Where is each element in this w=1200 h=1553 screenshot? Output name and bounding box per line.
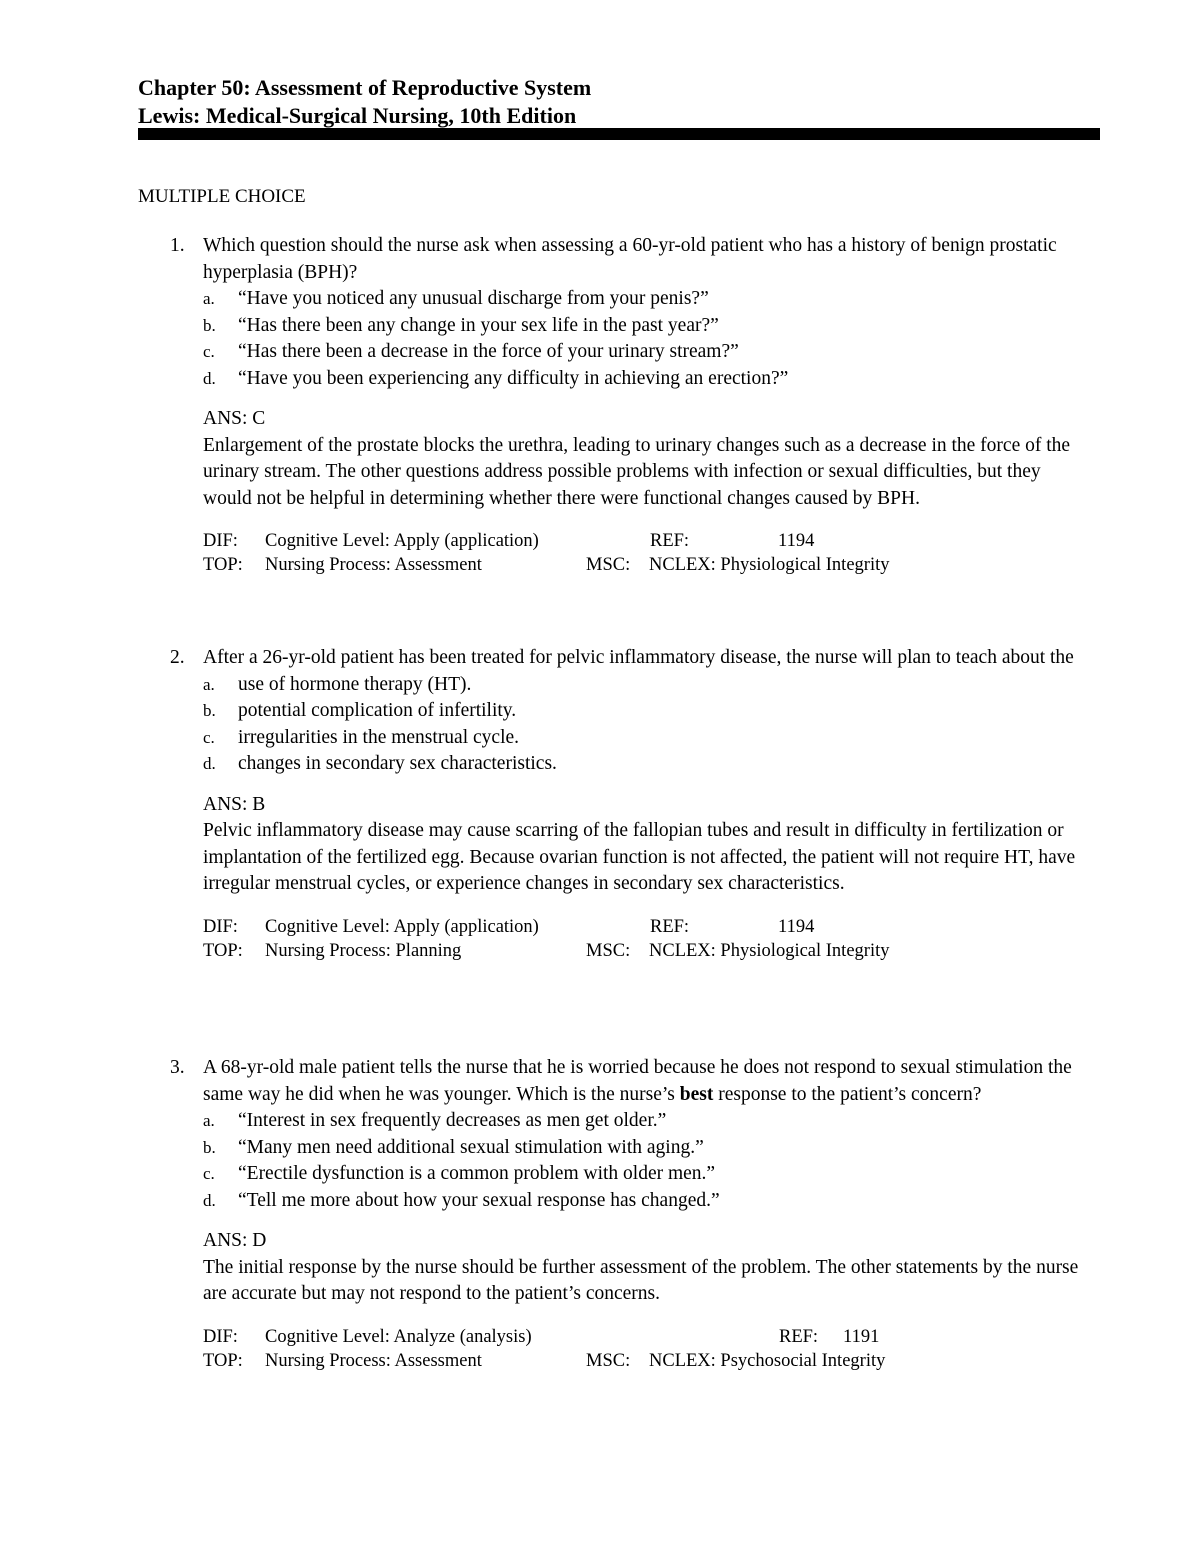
question-metadata [203,529,1100,577]
choice-c [203,1161,1100,1188]
answer-block [203,1228,1100,1308]
section-title: MULTIPLE CHOICE [138,186,306,207]
choice-text: “Interest in sex frequently decreases as men get older.” [238,1110,667,1131]
msc-value: NCLEX: Physiological Integrity [649,555,890,575]
ref-label: REF: [779,1326,819,1347]
answer-block [203,792,1100,898]
header-rule [138,128,1100,140]
choice-letter: b. [203,701,216,720]
msc-label: MSC: [586,555,631,575]
choice-letter: c. [203,727,215,747]
choice-text: “Tell me more about how your sexual response has changed.” [238,1189,720,1211]
question-1 [138,233,1100,577]
question-stem-text: A 68-yr-old male patient tells the nurse that he is worried because he does not respond to sexual stimulation the same way he did when he was younger. Which is the nurse’s [203,1057,1072,1105]
choice-letter: b. [203,1137,216,1157]
msc-label: MSC: [586,1350,631,1371]
choice-text: “Have you noticed any unusual discharge from your penis?” [238,288,709,309]
choice-b [203,1135,1100,1162]
msc-value: NCLEX: Psychosocial Integrity [649,1350,886,1371]
question-stem-emphasis: best [679,1083,714,1105]
choice-letter: a. [203,1111,215,1130]
top-value: Nursing Process: Planning [265,940,462,961]
book-title: Lewis: Medical-Surgical Nursing, 10th Edition [138,103,577,128]
question-2 [138,645,1100,963]
choice-letter: c. [203,1164,215,1183]
choice-list [203,672,1100,778]
dif-value: Cognitive Level: Analyze (analysis) [265,1326,532,1347]
chapter-header [138,74,1100,130]
choice-c [203,725,1100,752]
choice-d [203,751,1100,778]
choice-text: “Many men need additional sexual stimulation with aging.” [238,1136,704,1158]
choice-text: “Has there been any change in your sex life in the past year?” [238,314,719,336]
answer-rationale: Pelvic inflammatory disease may cause scarring of the fallopian tubes and result in difficulty in fertilization or implantation of the fertilized egg. Because ovarian function is not affected, the patient will not require HT, have irregular menstrual cycles, or experience changes in secondary sex characteristics. [203,820,1076,894]
dif-label: DIF: [203,531,238,551]
dif-value: Cognitive Level: Apply (application) [265,531,539,551]
answer-key: ANS: D [203,1230,267,1251]
question-stem-row [138,233,1100,286]
ref-value: 1191 [843,1326,880,1347]
choice-a [203,672,1100,699]
choice-d [203,1188,1100,1215]
choice-letter: c. [203,342,215,361]
question-metadata [203,915,1100,963]
chapter-title: Chapter 50: Assessment of Reproductive System [138,75,592,100]
question-3 [138,1055,1100,1373]
top-label: TOP: [203,1350,243,1371]
top-label: TOP: [203,940,243,961]
choice-letter: d. [203,1190,216,1210]
top-value: Nursing Process: Assessment [265,555,482,575]
question-stem: Which question should the nurse ask when assessing a 60-yr-old patient who has a history of benign prostatic hyperplasia (BPH)? [203,235,1057,283]
choice-d [203,366,1100,393]
answer-block [203,406,1100,512]
dif-label: DIF: [203,916,238,937]
choice-b [203,698,1100,725]
choice-text: “Have you been experiencing any difficulty in achieving an erection?” [238,367,789,389]
choice-list [203,1108,1100,1214]
question-number: 3. [170,1057,185,1078]
answer-rationale: Enlargement of the prostate blocks the urethra, leading to urinary changes such as a decrease in the force of the urinary stream. The other questions address possible problems with infection or sexual difficulties, but they would not be helpful in determining whether there were functional changes caused by BPH. [203,434,1071,509]
answer-key: ANS: C [203,408,266,429]
question-number: 1. [170,235,185,256]
choice-text: “Erectile dysfunction is a common problem with older men.” [238,1163,716,1184]
question-stem [203,1055,1093,1108]
question-stem-row [138,645,1100,672]
ref-label: REF: [650,916,690,937]
question-stem: After a 26-yr-old patient has been treated for pelvic inflammatory disease, the nurse will plan to teach about the [203,647,1074,668]
choice-letter: b. [203,315,216,335]
choice-a [203,286,1100,313]
question-stem-row [138,1055,1100,1108]
choice-text: potential complication of infertility. [238,700,517,721]
answer-key: ANS: B [203,793,266,815]
choice-letter: d. [203,368,216,388]
question-number: 2. [170,647,185,668]
msc-label: MSC: [586,940,631,961]
choice-a [203,1108,1100,1135]
choice-letter: a. [203,289,215,308]
msc-value: NCLEX: Physiological Integrity [649,940,890,961]
choice-text: irregularities in the menstrual cycle. [238,726,520,748]
choice-text: use of hormone therapy (HT). [238,673,472,695]
choice-list [203,286,1100,392]
answer-rationale: The initial response by the nurse should be further assessment of the problem. The other statements by the nurse are accurate but may not respond to the patient’s concerns. [203,1256,1079,1304]
top-label: TOP: [203,555,243,575]
choice-letter: d. [203,754,216,773]
choice-letter: a. [203,674,215,694]
top-value: Nursing Process: Assessment [265,1350,482,1371]
choice-text: “Has there been a decrease in the force of your urinary stream?” [238,341,739,362]
ref-label: REF: [650,531,690,551]
choice-text: changes in secondary sex characteristics. [238,753,557,774]
dif-value: Cognitive Level: Apply (application) [265,916,539,937]
choice-c [203,339,1100,366]
question-stem-text-end: response to the patient’s concern? [713,1083,982,1105]
ref-value: 1194 [778,916,815,937]
choice-b [203,313,1100,340]
ref-value: 1194 [778,531,815,551]
dif-label: DIF: [203,1326,238,1347]
question-metadata [203,1325,1100,1373]
